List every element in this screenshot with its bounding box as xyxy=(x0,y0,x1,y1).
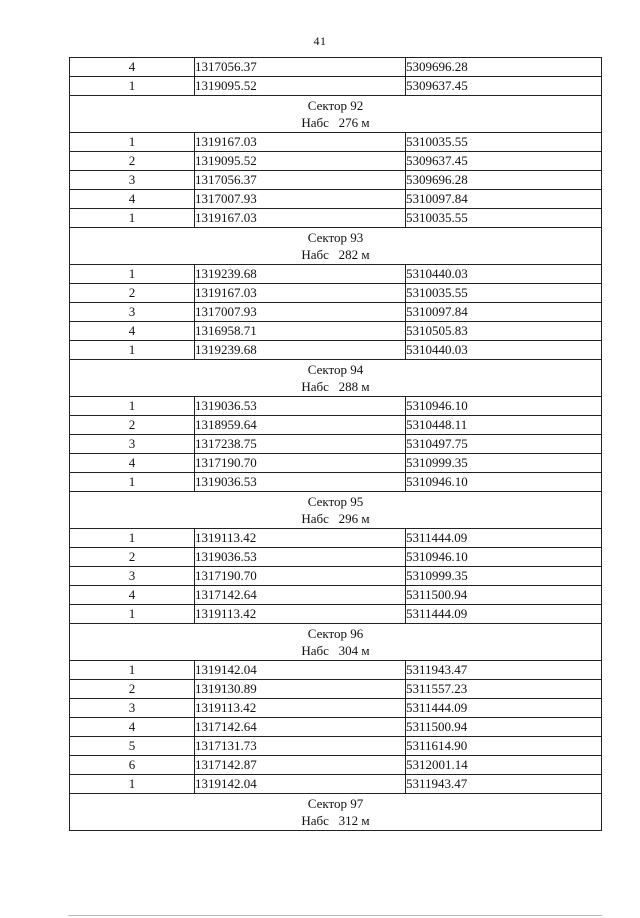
table-row xyxy=(70,209,602,228)
sector-height: Набс 304 м xyxy=(301,643,370,658)
table-row xyxy=(70,699,602,718)
x-coordinate-cell: 1317142.64 xyxy=(195,718,406,737)
point-number-cell: 2 xyxy=(70,284,195,303)
table-row xyxy=(70,303,602,322)
point-number-cell: 2 xyxy=(70,416,195,435)
table-row xyxy=(70,397,602,416)
point-number-cell: 1 xyxy=(70,397,195,416)
point-number-cell: 1 xyxy=(70,529,195,548)
x-coordinate-cell: 1319095.52 xyxy=(195,77,406,96)
point-number-cell: 1 xyxy=(70,265,195,284)
sector-header-row xyxy=(70,492,602,529)
point-number-cell: 1 xyxy=(70,77,195,96)
point-number-cell: 4 xyxy=(70,586,195,605)
y-coordinate-cell: 5310448.11 xyxy=(406,416,602,435)
table-row xyxy=(70,77,602,96)
table-row xyxy=(70,341,602,360)
sector-header-row xyxy=(70,96,602,133)
sector-height: Набс 276 м xyxy=(301,115,370,130)
sector-height: Набс 296 м xyxy=(301,511,370,526)
table-row xyxy=(70,586,602,605)
x-coordinate-cell: 1319142.04 xyxy=(195,775,406,794)
x-coordinate-cell: 1319113.42 xyxy=(195,529,406,548)
y-coordinate-cell: 5309696.28 xyxy=(406,58,602,77)
table-row xyxy=(70,171,602,190)
x-coordinate-cell: 1319113.42 xyxy=(195,699,406,718)
point-number-cell: 3 xyxy=(70,435,195,454)
y-coordinate-cell: 5312001.14 xyxy=(406,756,602,775)
y-coordinate-cell: 5311943.47 xyxy=(406,661,602,680)
table-row xyxy=(70,737,602,756)
table-row xyxy=(70,680,602,699)
point-number-cell: 4 xyxy=(70,58,195,77)
x-coordinate-cell: 1317190.70 xyxy=(195,567,406,586)
y-coordinate-cell: 5309637.45 xyxy=(406,152,602,171)
point-number-cell: 1 xyxy=(70,605,195,624)
x-coordinate-cell: 1319239.68 xyxy=(195,265,406,284)
y-coordinate-cell: 5310440.03 xyxy=(406,341,602,360)
table-row xyxy=(70,454,602,473)
point-number-cell: 4 xyxy=(70,454,195,473)
table-row xyxy=(70,58,602,77)
y-coordinate-cell: 5310505.83 xyxy=(406,322,602,341)
table-row xyxy=(70,152,602,171)
sector-title: Сектор 92 xyxy=(307,98,364,113)
y-coordinate-cell: 5310946.10 xyxy=(406,397,602,416)
x-coordinate-cell: 1319130.89 xyxy=(195,680,406,699)
y-coordinate-cell: 5311943.47 xyxy=(406,775,602,794)
table-row xyxy=(70,265,602,284)
table-row xyxy=(70,529,602,548)
scan-edge-line xyxy=(68,915,602,916)
sector-header-cell xyxy=(70,492,602,529)
y-coordinate-cell: 5310097.84 xyxy=(406,190,602,209)
sector-title: Сектор 95 xyxy=(307,494,364,509)
x-coordinate-cell: 1319167.03 xyxy=(195,284,406,303)
x-coordinate-cell: 1319167.03 xyxy=(195,133,406,152)
x-coordinate-cell: 1317007.93 xyxy=(195,303,406,322)
sector-header-row xyxy=(70,794,602,831)
y-coordinate-cell: 5310497.75 xyxy=(406,435,602,454)
y-coordinate-cell: 5311444.09 xyxy=(406,605,602,624)
sector-header-cell xyxy=(70,794,602,831)
y-coordinate-cell: 5310097.84 xyxy=(406,303,602,322)
x-coordinate-cell: 1319167.03 xyxy=(195,209,406,228)
y-coordinate-cell: 5310946.10 xyxy=(406,473,602,492)
point-number-cell: 4 xyxy=(70,322,195,341)
sector-header-cell xyxy=(70,360,602,397)
coordinates-table-body xyxy=(70,58,602,831)
point-number-cell: 6 xyxy=(70,756,195,775)
sector-title: Сектор 93 xyxy=(307,230,364,245)
sector-title: Сектор 94 xyxy=(307,362,364,377)
table-row xyxy=(70,416,602,435)
y-coordinate-cell: 5311500.94 xyxy=(406,586,602,605)
y-coordinate-cell: 5311500.94 xyxy=(406,718,602,737)
sector-title: Сектор 96 xyxy=(307,626,364,641)
x-coordinate-cell: 1319036.53 xyxy=(195,397,406,416)
point-number-cell: 4 xyxy=(70,718,195,737)
x-coordinate-cell: 1319036.53 xyxy=(195,473,406,492)
x-coordinate-cell: 1319036.53 xyxy=(195,548,406,567)
x-coordinate-cell: 1319113.42 xyxy=(195,605,406,624)
table-row xyxy=(70,661,602,680)
table-row xyxy=(70,322,602,341)
table-row xyxy=(70,435,602,454)
y-coordinate-cell: 5311614.90 xyxy=(406,737,602,756)
sector-height: Набс 288 м xyxy=(301,379,370,394)
point-number-cell: 1 xyxy=(70,133,195,152)
x-coordinate-cell: 1319239.68 xyxy=(195,341,406,360)
x-coordinate-cell: 1317238.75 xyxy=(195,435,406,454)
point-number-cell: 1 xyxy=(70,661,195,680)
x-coordinate-cell: 1319142.04 xyxy=(195,661,406,680)
y-coordinate-cell: 5311444.09 xyxy=(406,529,602,548)
sector-header-row xyxy=(70,360,602,397)
sector-height: Набс 282 м xyxy=(301,247,370,262)
sector-header-row xyxy=(70,228,602,265)
table-row xyxy=(70,567,602,586)
y-coordinate-cell: 5309696.28 xyxy=(406,171,602,190)
sector-header-cell xyxy=(70,624,602,661)
y-coordinate-cell: 5310946.10 xyxy=(406,548,602,567)
table-row xyxy=(70,133,602,152)
table-row xyxy=(70,473,602,492)
table-row xyxy=(70,284,602,303)
y-coordinate-cell: 5310999.35 xyxy=(406,567,602,586)
table-row xyxy=(70,190,602,209)
table-row xyxy=(70,775,602,794)
x-coordinate-cell: 1317190.70 xyxy=(195,454,406,473)
point-number-cell: 1 xyxy=(70,473,195,492)
y-coordinate-cell: 5311444.09 xyxy=(406,699,602,718)
x-coordinate-cell: 1317131.73 xyxy=(195,737,406,756)
point-number-cell: 3 xyxy=(70,303,195,322)
table-row xyxy=(70,718,602,737)
x-coordinate-cell: 1317056.37 xyxy=(195,171,406,190)
x-coordinate-cell: 1317056.37 xyxy=(195,58,406,77)
point-number-cell: 1 xyxy=(70,341,195,360)
point-number-cell: 3 xyxy=(70,567,195,586)
point-number-cell: 2 xyxy=(70,548,195,567)
point-number-cell: 3 xyxy=(70,171,195,190)
x-coordinate-cell: 1317142.87 xyxy=(195,756,406,775)
point-number-cell: 5 xyxy=(70,737,195,756)
table-row xyxy=(70,605,602,624)
point-number-cell: 3 xyxy=(70,699,195,718)
y-coordinate-cell: 5310999.35 xyxy=(406,454,602,473)
x-coordinate-cell: 1316958.71 xyxy=(195,322,406,341)
table-row xyxy=(70,548,602,567)
sector-header-cell xyxy=(70,96,602,133)
y-coordinate-cell: 5309637.45 xyxy=(406,77,602,96)
x-coordinate-cell: 1317007.93 xyxy=(195,190,406,209)
table-row xyxy=(70,756,602,775)
x-coordinate-cell: 1317142.64 xyxy=(195,586,406,605)
sector-height: Набс 312 м xyxy=(301,813,370,828)
point-number-cell: 2 xyxy=(70,680,195,699)
y-coordinate-cell: 5310440.03 xyxy=(406,265,602,284)
point-number-cell: 1 xyxy=(70,209,195,228)
sector-header-row xyxy=(70,624,602,661)
x-coordinate-cell: 1318959.64 xyxy=(195,416,406,435)
y-coordinate-cell: 5311557.23 xyxy=(406,680,602,699)
point-number-cell: 2 xyxy=(70,152,195,171)
x-coordinate-cell: 1319095.52 xyxy=(195,152,406,171)
y-coordinate-cell: 5310035.55 xyxy=(406,284,602,303)
sector-header-cell xyxy=(70,228,602,265)
point-number-cell: 4 xyxy=(70,190,195,209)
y-coordinate-cell: 5310035.55 xyxy=(406,133,602,152)
page-number: 41 xyxy=(313,34,327,48)
y-coordinate-cell: 5310035.55 xyxy=(406,209,602,228)
point-number-cell: 1 xyxy=(70,775,195,794)
coordinates-table xyxy=(69,57,602,831)
sector-title: Сектор 97 xyxy=(307,796,364,811)
